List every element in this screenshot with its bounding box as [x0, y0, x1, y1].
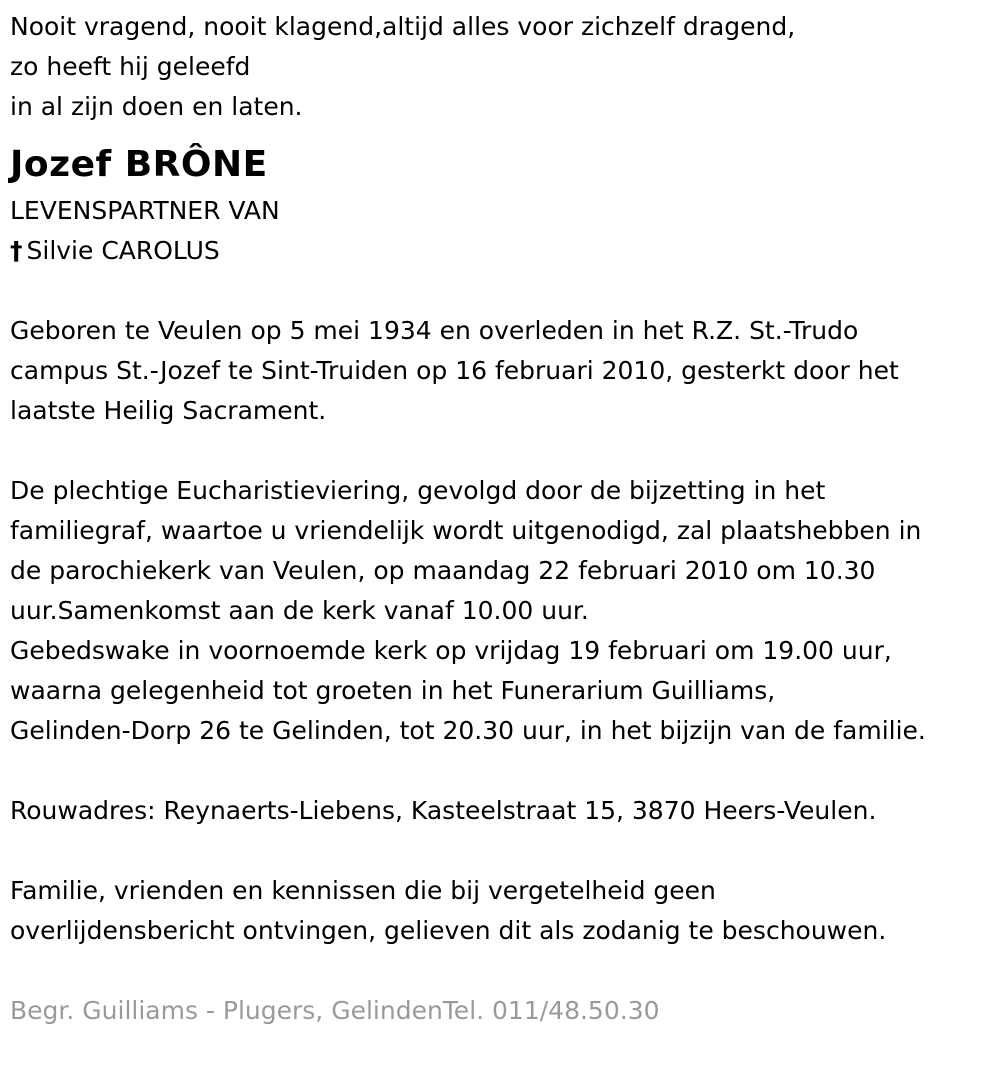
paragraph-line: uur.Samenkomst aan de kerk vanaf 10.00 uur. [10, 596, 589, 625]
obituary-notice [10, 7, 995, 1031]
paragraph-line: laatste Heilig Sacrament. [10, 396, 327, 425]
paragraph-line: Gelinden-Dorp 26 te Gelinden, tot 20.30 uur, in het bijzijn van de familie. [10, 716, 926, 745]
poem-line: zo heeft hij geleefd [10, 52, 251, 81]
ceremony-paragraph [10, 471, 995, 751]
cross-icon: † [10, 236, 23, 265]
mourning-address: Rouwadres: Reynaerts-Liebens, Kasteelstraat 15, 3870 Heers-Veulen. [10, 796, 877, 825]
paragraph-line: de parochiekerk van Veulen, op maandag 22 februari 2010 om 10.30 [10, 556, 876, 585]
paragraph-line: overlijdensbericht ontvingen, gelieven dit als zodanig te beschouwen. [10, 916, 887, 945]
spacer [10, 951, 995, 991]
partner-name: Silvie CAROLUS [26, 236, 220, 265]
spacer [10, 751, 995, 791]
birth-death-paragraph [10, 311, 995, 431]
paragraph-line: familiegraf, waartoe u vriendelijk wordt uitgenodigd, zal plaatshebben in [10, 516, 922, 545]
paragraph-line: Gebedswake in voornoemde kerk op vrijdag 19 februari om 19.00 uur, [10, 636, 892, 665]
poem-line: Nooit vragend, nooit klagend,altijd alles voor zichzelf dragend, [10, 12, 796, 41]
poem-block [10, 7, 995, 127]
paragraph-line: Geboren te Veulen op 5 mei 1934 en overleden in het R.Z. St.-Trudo [10, 316, 859, 345]
funeral-home-footer: Begr. Guilliams - Plugers, GelindenTel. 011/48.50.30 [10, 996, 660, 1025]
spacer [10, 831, 995, 871]
relation-label: LEVENSPARTNER VAN [10, 196, 280, 225]
partner-line [10, 231, 995, 271]
deceased-name: Jozef BRÔNE [10, 144, 268, 185]
paragraph-line: waarna gelegenheid tot groeten in het Funerarium Guilliams, [10, 676, 776, 705]
spacer [10, 271, 995, 311]
notice-paragraph [10, 871, 995, 951]
paragraph-line: Familie, vrienden en kennissen die bij vergetelheid geen [10, 876, 716, 905]
paragraph-line: campus St.-Jozef te Sint-Truiden op 16 februari 2010, gesterkt door het [10, 356, 899, 385]
spacer [10, 431, 995, 471]
paragraph-line: De plechtige Eucharistieviering, gevolgd door de bijzetting in het [10, 476, 826, 505]
poem-line: in al zijn doen en laten. [10, 92, 303, 121]
